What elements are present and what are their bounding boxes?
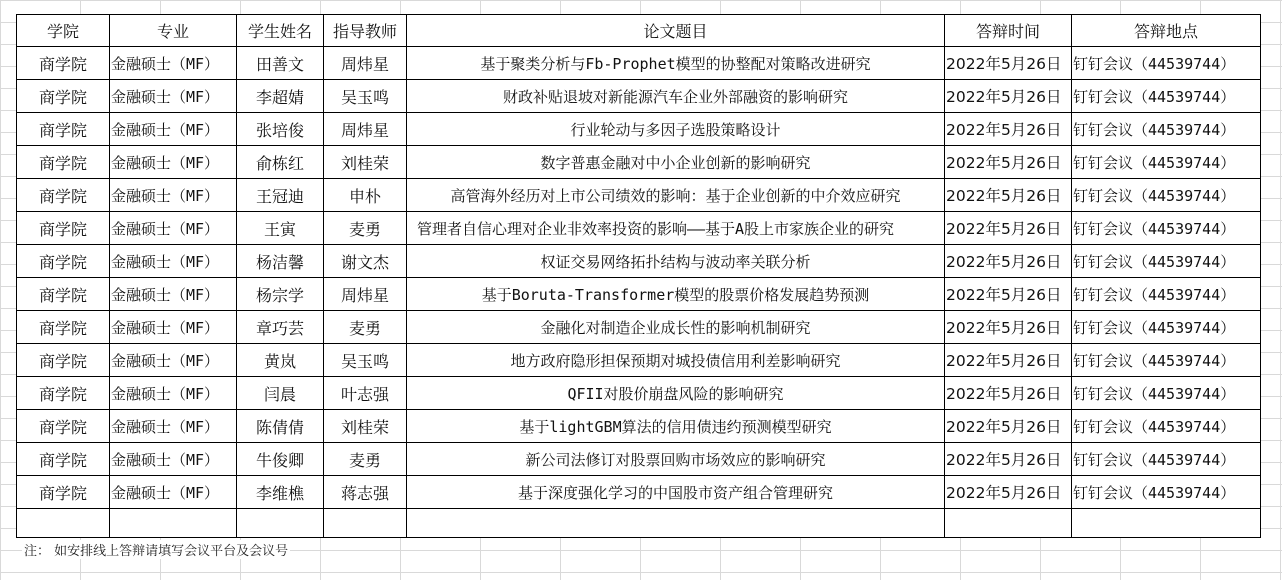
cell-major[interactable]: 金融硕士（MF）	[110, 443, 237, 476]
cell-college[interactable]: 商学院	[17, 410, 110, 443]
cell-college[interactable]: 商学院	[17, 80, 110, 113]
cell-defense-place[interactable]: 钉钉会议（44539744）	[1072, 410, 1261, 443]
cell-student[interactable]: 黄岚	[237, 344, 324, 377]
cell-advisor[interactable]: 麦勇	[324, 443, 407, 476]
table-row	[17, 278, 1261, 311]
cell-major[interactable]: 金融硕士（MF）	[110, 311, 237, 344]
cell-college[interactable]: 商学院	[17, 476, 110, 509]
cell-college[interactable]: 商学院	[17, 377, 110, 410]
cell-major[interactable]: 金融硕士（MF）	[110, 278, 237, 311]
cell-advisor[interactable]: 蒋志强	[324, 476, 407, 509]
cell-defense-place[interactable]: 钉钉会议（44539744）	[1072, 47, 1261, 80]
cell-thesis-title[interactable]: 行业轮动与多因子选股策略设计	[407, 113, 945, 146]
cell-advisor[interactable]: 叶志强	[324, 377, 407, 410]
table-row	[17, 179, 1261, 212]
cell-student[interactable]: 王寅	[237, 212, 324, 245]
cell-student[interactable]: 闫晨	[237, 377, 324, 410]
header-time[interactable]: 答辩时间	[945, 15, 1072, 47]
cell-defense-place[interactable]: 钉钉会议（44539744）	[1072, 311, 1261, 344]
footnote: 注： 如安排线上答辩请填写会议平台及会议号	[22, 540, 290, 559]
header-college[interactable]: 学院	[17, 15, 110, 47]
header-advisor[interactable]: 指导教师	[324, 15, 407, 47]
cell-thesis-title[interactable]: 基于深度强化学习的中国股市资产组合管理研究	[407, 476, 945, 509]
cell-major[interactable]: 金融硕士（MF）	[110, 410, 237, 443]
cell-major[interactable]: 金融硕士（MF）	[110, 47, 237, 80]
cell-advisor[interactable]: 麦勇	[324, 311, 407, 344]
cell-advisor[interactable]: 麦勇	[324, 212, 407, 245]
table-row	[17, 410, 1261, 443]
table-row	[17, 146, 1261, 179]
header-title[interactable]: 论文题目	[407, 15, 945, 47]
cell-thesis-title[interactable]: 基于聚类分析与Fb-Prophet模型的协整配对策略改进研究	[407, 47, 945, 80]
table-cell[interactable]	[237, 509, 324, 538]
table-cell[interactable]	[110, 509, 237, 538]
cell-defense-time[interactable]: 2022年5月26日	[945, 47, 1072, 80]
cell-advisor[interactable]: 周炜星	[324, 113, 407, 146]
cell-major[interactable]: 金融硕士（MF）	[110, 476, 237, 509]
cell-college[interactable]: 商学院	[17, 179, 110, 212]
cell-defense-place[interactable]: 钉钉会议（44539744）	[1072, 146, 1261, 179]
cell-thesis-title[interactable]: 基于Boruta-Transformer模型的股票价格发展趋势预测	[407, 278, 945, 311]
cell-thesis-title[interactable]: 权证交易网络拓扑结构与波动率关联分析	[407, 245, 945, 278]
table-row	[17, 443, 1261, 476]
cell-student[interactable]: 章巧芸	[237, 311, 324, 344]
cell-defense-time[interactable]: 2022年5月26日	[945, 212, 1072, 245]
table-row	[17, 476, 1261, 509]
cell-defense-place[interactable]: 钉钉会议（44539744）	[1072, 179, 1261, 212]
cell-advisor[interactable]: 谢文杰	[324, 245, 407, 278]
header-place[interactable]: 答辩地点	[1072, 15, 1261, 47]
cell-advisor[interactable]: 刘桂荣	[324, 410, 407, 443]
cell-student[interactable]: 杨洁馨	[237, 245, 324, 278]
cell-student[interactable]: 田善文	[237, 47, 324, 80]
cell-defense-place[interactable]: 钉钉会议（44539744）	[1072, 278, 1261, 311]
cell-major[interactable]: 金融硕士（MF）	[110, 212, 237, 245]
cell-thesis-title[interactable]: 财政补贴退坡对新能源汽车企业外部融资的影响研究	[407, 80, 945, 113]
cell-defense-place[interactable]: 钉钉会议（44539744）	[1072, 377, 1261, 410]
cell-thesis-title[interactable]: 管理者自信心理对企业非效率投资的影响——基于A股上市家族企业的研究	[407, 212, 945, 245]
cell-thesis-title[interactable]: QFII对股价崩盘风险的影响研究	[407, 377, 945, 410]
header-major[interactable]: 专业	[110, 15, 237, 47]
table-cell[interactable]	[324, 509, 407, 538]
cell-college[interactable]: 商学院	[17, 311, 110, 344]
cell-defense-place[interactable]: 钉钉会议（44539744）	[1072, 245, 1261, 278]
cell-defense-place[interactable]: 钉钉会议（44539744）	[1072, 212, 1261, 245]
cell-major[interactable]: 金融硕士（MF）	[110, 113, 237, 146]
cell-student[interactable]: 李维樵	[237, 476, 324, 509]
cell-major[interactable]: 金融硕士（MF）	[110, 80, 237, 113]
cell-defense-time[interactable]: 2022年5月26日	[945, 179, 1072, 212]
table-cell[interactable]	[17, 509, 110, 538]
table-row	[17, 311, 1261, 344]
cell-college[interactable]: 商学院	[17, 146, 110, 179]
blank-row	[17, 509, 1261, 538]
cell-defense-place[interactable]: 钉钉会议（44539744）	[1072, 80, 1261, 113]
cell-college[interactable]: 商学院	[17, 113, 110, 146]
cell-advisor[interactable]: 刘桂荣	[324, 146, 407, 179]
table-cell[interactable]	[945, 509, 1072, 538]
cell-defense-time[interactable]: 2022年5月26日	[945, 344, 1072, 377]
cell-defense-time[interactable]: 2022年5月26日	[945, 377, 1072, 410]
cell-defense-time[interactable]: 2022年5月26日	[945, 443, 1072, 476]
table-row	[17, 212, 1261, 245]
cell-defense-time[interactable]: 2022年5月26日	[945, 113, 1072, 146]
table-row	[17, 245, 1261, 278]
table-row	[17, 80, 1261, 113]
cell-thesis-title[interactable]: 数字普惠金融对中小企业创新的影响研究	[407, 146, 945, 179]
cell-defense-place[interactable]: 钉钉会议（44539744）	[1072, 344, 1261, 377]
cell-student[interactable]: 俞栋红	[237, 146, 324, 179]
cell-defense-place[interactable]: 钉钉会议（44539744）	[1072, 443, 1261, 476]
defense-schedule-table	[16, 14, 1261, 538]
cell-defense-time[interactable]: 2022年5月26日	[945, 311, 1072, 344]
cell-major[interactable]: 金融硕士（MF）	[110, 245, 237, 278]
cell-defense-time[interactable]: 2022年5月26日	[945, 410, 1072, 443]
cell-major[interactable]: 金融硕士（MF）	[110, 344, 237, 377]
table-row	[17, 344, 1261, 377]
cell-advisor[interactable]: 吴玉鸣	[324, 80, 407, 113]
header-row	[17, 15, 1261, 47]
cell-defense-time[interactable]: 2022年5月26日	[945, 476, 1072, 509]
cell-thesis-title[interactable]: 新公司法修订对股票回购市场效应的影响研究	[407, 443, 945, 476]
cell-advisor[interactable]: 周炜星	[324, 47, 407, 80]
cell-student[interactable]: 牛俊卿	[237, 443, 324, 476]
cell-college[interactable]: 商学院	[17, 278, 110, 311]
cell-college[interactable]: 商学院	[17, 245, 110, 278]
table-row	[17, 377, 1261, 410]
cell-advisor[interactable]: 申朴	[324, 179, 407, 212]
cell-college[interactable]: 商学院	[17, 443, 110, 476]
cell-college[interactable]: 商学院	[17, 212, 110, 245]
cell-college[interactable]: 商学院	[17, 344, 110, 377]
table-cell[interactable]	[407, 509, 945, 538]
table-row	[17, 47, 1261, 80]
cell-major[interactable]: 金融硕士（MF）	[110, 146, 237, 179]
cell-defense-time[interactable]: 2022年5月26日	[945, 80, 1072, 113]
cell-student[interactable]: 王冠迪	[237, 179, 324, 212]
cell-thesis-title[interactable]: 基于lightGBM算法的信用债违约预测模型研究	[407, 410, 945, 443]
cell-student[interactable]: 杨宗学	[237, 278, 324, 311]
table-cell[interactable]	[1072, 509, 1261, 538]
cell-defense-place[interactable]: 钉钉会议（44539744）	[1072, 476, 1261, 509]
cell-major[interactable]: 金融硕士（MF）	[110, 179, 237, 212]
cell-student[interactable]: 张培俊	[237, 113, 324, 146]
cell-student[interactable]: 陈倩倩	[237, 410, 324, 443]
header-student[interactable]: 学生姓名	[237, 15, 324, 47]
cell-student[interactable]: 李超婧	[237, 80, 324, 113]
table-row	[17, 113, 1261, 146]
cell-college[interactable]: 商学院	[17, 47, 110, 80]
cell-defense-time[interactable]: 2022年5月26日	[945, 278, 1072, 311]
cell-advisor[interactable]: 周炜星	[324, 278, 407, 311]
cell-thesis-title[interactable]: 地方政府隐形担保预期对城投债信用利差影响研究	[407, 344, 945, 377]
cell-defense-time[interactable]: 2022年5月26日	[945, 146, 1072, 179]
cell-thesis-title[interactable]: 金融化对制造企业成长性的影响机制研究	[407, 311, 945, 344]
cell-thesis-title[interactable]: 高管海外经历对上市公司绩效的影响：基于企业创新的中介效应研究	[407, 179, 945, 212]
cell-advisor[interactable]: 吴玉鸣	[324, 344, 407, 377]
cell-major[interactable]: 金融硕士（MF）	[110, 377, 237, 410]
cell-defense-place[interactable]: 钉钉会议（44539744）	[1072, 113, 1261, 146]
cell-defense-time[interactable]: 2022年5月26日	[945, 245, 1072, 278]
